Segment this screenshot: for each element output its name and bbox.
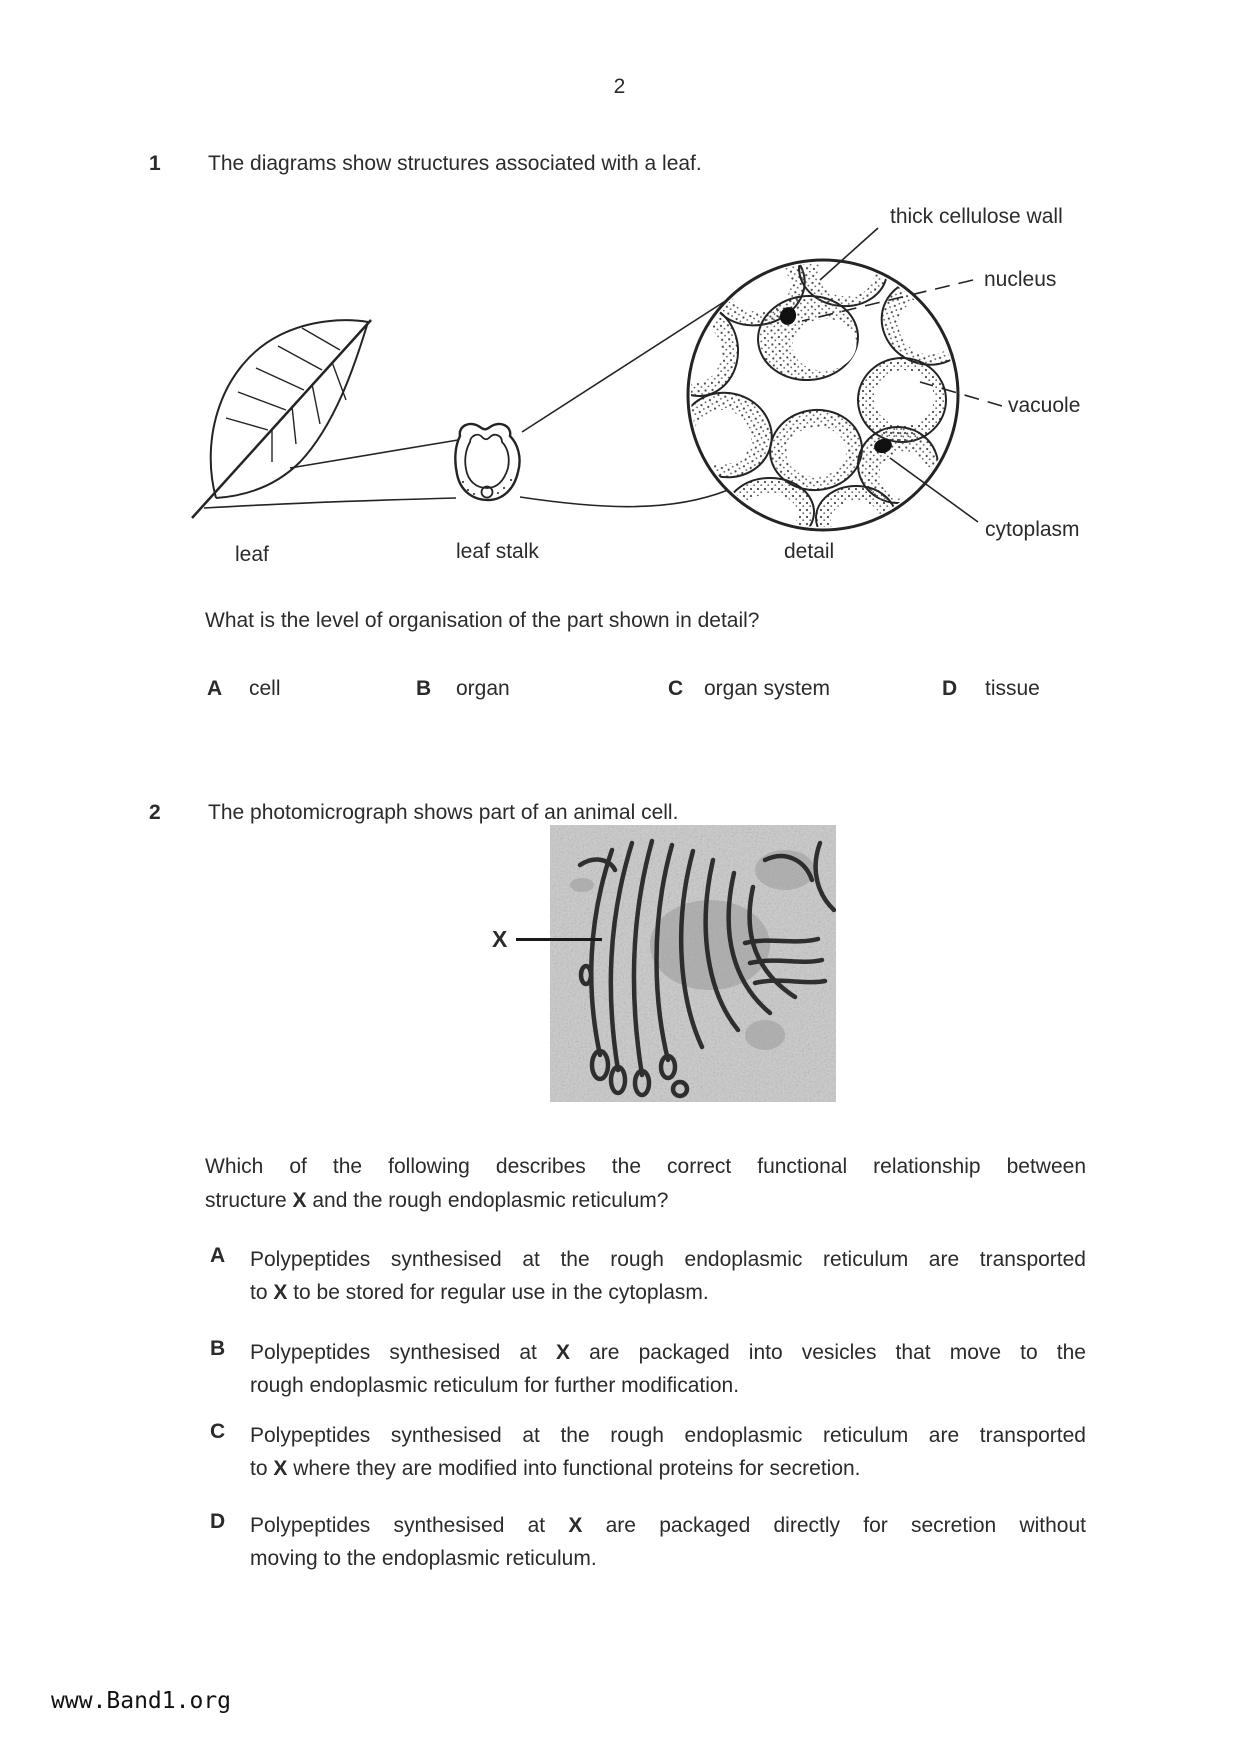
q1-option-b-letter: B (416, 677, 432, 700)
q1-option-b-text: organ (456, 677, 510, 700)
q2-option-a (250, 1243, 1086, 1309)
q1-option-a-text: cell (249, 677, 281, 700)
q2-option-d-line1: Polypeptides synthesised at X are packaged directly for secretion without (250, 1514, 1086, 1537)
leaf-label: leaf (235, 543, 269, 566)
q2-option-b-line1: Polypeptides synthesised at X are packaged into vesicles that move to the (250, 1341, 1086, 1364)
q2-question-line2: structure X and the rough endoplasmic reticulum? (205, 1189, 669, 1212)
detail-label: detail (784, 540, 835, 563)
q2-option-d (250, 1509, 1086, 1575)
q2-number: 2 (149, 801, 161, 824)
q1-option-d-letter: D (942, 677, 958, 700)
q1-option-d-text: tissue (985, 677, 1040, 700)
q2-option-b-letter: B (210, 1337, 226, 1360)
footer-url: www.Band1.org (51, 1688, 232, 1714)
q2-stem: The photomicrograph shows part of an animal cell. (208, 801, 679, 824)
q1-question: What is the level of organisation of the part shown in detail? (205, 609, 760, 632)
q2-question (205, 1150, 1086, 1218)
q2-option-a-line1: Polypeptides synthesised at the rough endoplasmic reticulum are transported (250, 1248, 1086, 1271)
q2-option-c-letter: C (210, 1420, 226, 1443)
q2-option-d-line2: moving to the endoplasmic reticulum. (250, 1547, 597, 1570)
x-pointer-line (516, 938, 602, 941)
page-number: 2 (613, 75, 626, 98)
q2-question-line1: Which of the following describes the correct functional relationship between (205, 1155, 1086, 1178)
leaf-diagram (140, 200, 1020, 560)
q2-option-a-letter: A (210, 1244, 226, 1267)
q2-option-c-line1: Polypeptides synthesised at the rough endoplasmic reticulum are transported (250, 1424, 1086, 1447)
q1-option-c-text: organ system (704, 677, 831, 700)
q2-option-d-letter: D (210, 1510, 226, 1533)
nucleus-label: nucleus (984, 268, 1057, 291)
vacuole-label: vacuole (1008, 394, 1081, 417)
cytoplasm-label: cytoplasm (985, 518, 1080, 541)
thick-cellulose-wall-label: thick cellulose wall (890, 205, 1063, 228)
q2-option-c-line2: to X where they are modified into functional proteins for secretion. (250, 1457, 861, 1480)
q2-option-a-line2: to X to be stored for regular use in the cytoplasm. (250, 1281, 709, 1304)
q1-option-c-letter: C (668, 677, 684, 700)
q2-option-c (250, 1419, 1086, 1485)
q1-stem: The diagrams show structures associated with a leaf. (208, 152, 702, 175)
x-label: X (492, 926, 508, 952)
leaf-stalk-label: leaf stalk (456, 540, 539, 563)
q2-option-b-line2: rough endoplasmic reticulum for further modification. (250, 1374, 740, 1397)
q2-option-b (250, 1336, 1086, 1402)
q1-number: 1 (149, 152, 161, 175)
golgi-photomicrograph (550, 825, 836, 1102)
q1-option-a-letter: A (207, 677, 223, 700)
